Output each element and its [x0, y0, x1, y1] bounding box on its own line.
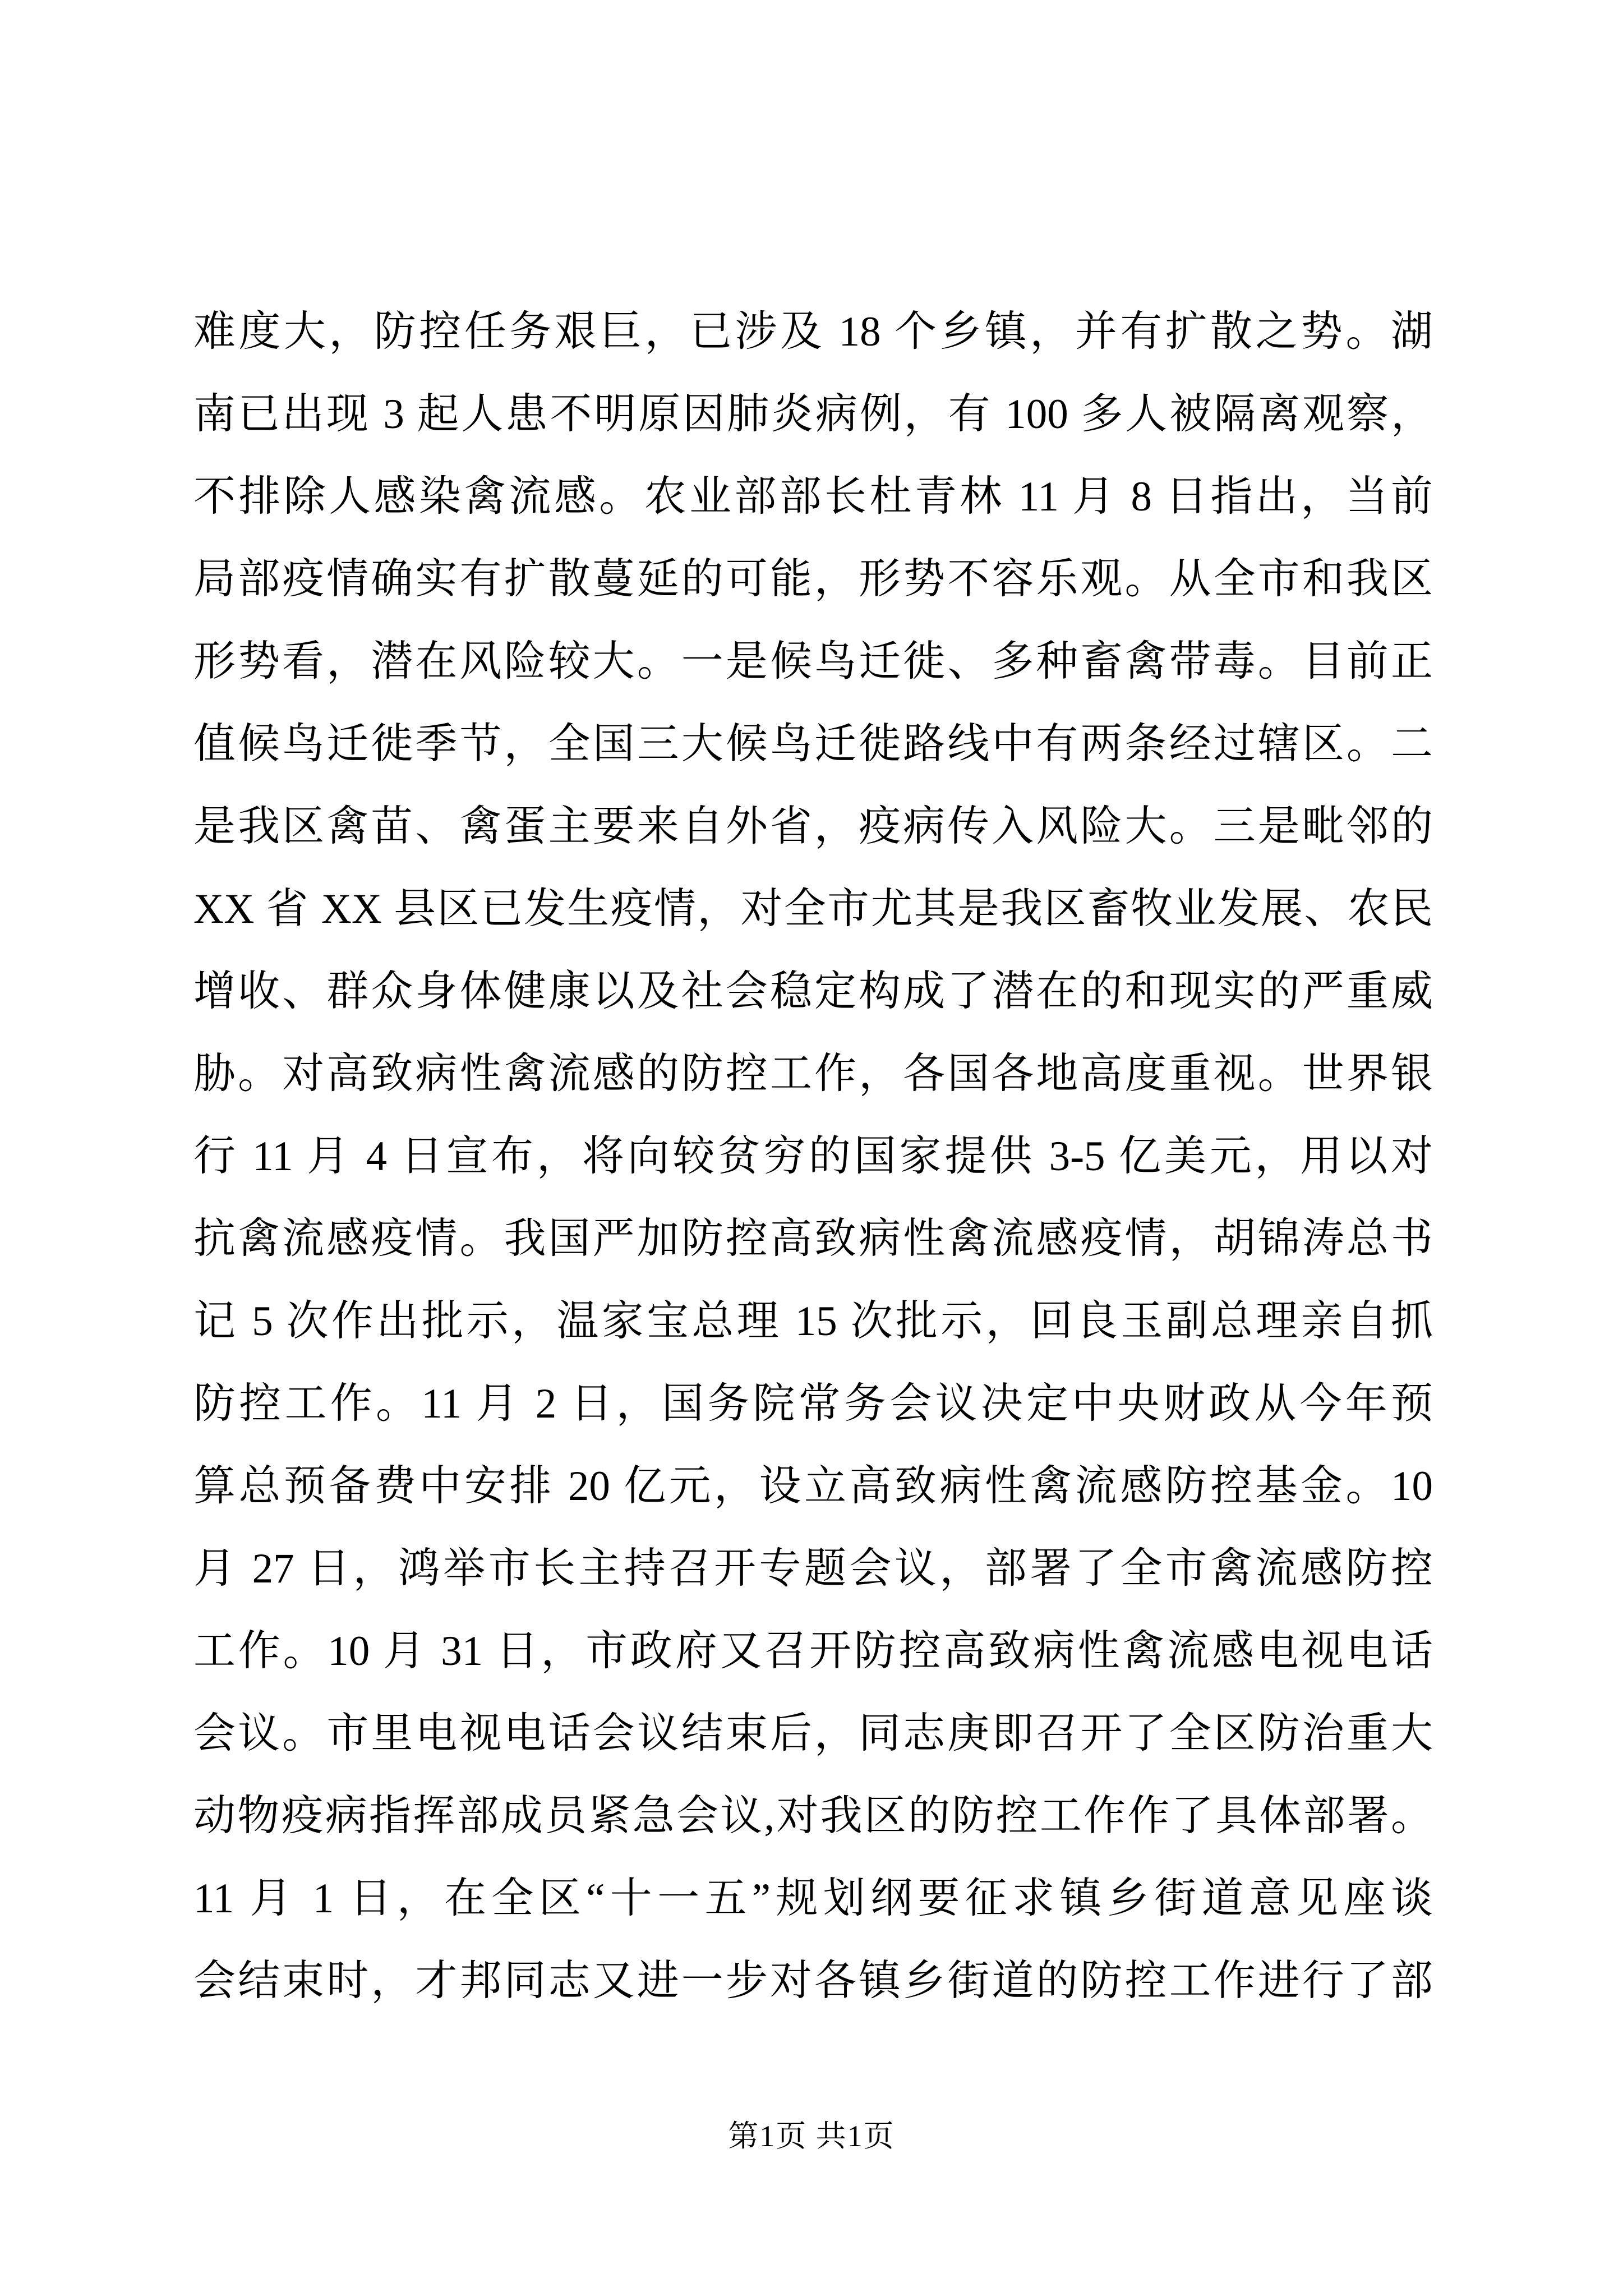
paragraph-line: 工作。10 月 31 日，市政府又召开防控高致病性禽流感电视电话 — [193, 1628, 1433, 1674]
paragraph-line: 值候鸟迁徙季节，全国三大候鸟迁徙路线中有两条经过辖区。二 — [193, 721, 1433, 767]
paragraph-line: 记 5 次作出批示，温家宝总理 15 次批示，回良玉副总理亲自抓 — [193, 1298, 1433, 1345]
body-paragraph — [193, 291, 1433, 2022]
paragraph-line: 是我区禽苗、禽蛋主要来自外省，疫病传入风险大。三是毗邻的 — [193, 803, 1433, 850]
paragraph-line: 南已出现 3 起人患不明原因肺炎病例，有 100 多人被隔离观察， — [193, 391, 1433, 438]
paragraph-line: 难度大，防控任务艰巨，已涉及 18 个乡镇，并有扩散之势。湖 — [193, 309, 1433, 355]
page-footer — [0, 2118, 1623, 2154]
page-number-indicator: 第1页 共1页 — [728, 2119, 895, 2153]
paragraph-line: 月 27 日，鸿举市长主持召开专题会议，部署了全市禽流感防控 — [193, 1545, 1433, 1592]
paragraph-line: 增收、群众身体健康以及社会稳定构成了潜在的和现实的严重威 — [193, 968, 1433, 1015]
paragraph-line: 抗禽流感疫情。我国严加防控高致病性禽流感疫情，胡锦涛总书 — [193, 1216, 1433, 1262]
paragraph-line: 会议。市里电视电话会议结束后，同志庚即召开了全区防治重大 — [193, 1710, 1433, 1757]
paragraph-line: 胁。对高致病性禽流感的防控工作，各国各地高度重视。世界银 — [193, 1051, 1433, 1097]
paragraph-line: 不排除人感染禽流感。农业部部长杜青林 11 月 8 日指出，当前 — [193, 473, 1433, 520]
paragraph-line: 形势看，潜在风险较大。一是候鸟迁徙、多种畜禽带毒。目前正 — [193, 638, 1433, 685]
paragraph-line: 行 11 月 4 日宣布，将向较贫穷的国家提供 3-5 亿美元，用以对 — [193, 1133, 1433, 1180]
paragraph-line: 会结束时，才邦同志又进一步对各镇乡街道的防控工作进行了部 — [193, 1958, 1433, 2004]
paragraph-line: 防控工作。11 月 2 日，国务院常务会议决定中央财政从今年预 — [193, 1381, 1433, 1427]
paragraph-line: 局部疫情确实有扩散蔓延的可能，形势不容乐观。从全市和我区 — [193, 556, 1433, 602]
paragraph-line: XX 省 XX 县区已发生疫情，对全市尤其是我区畜牧业发展、农民 — [193, 886, 1433, 932]
paragraph-line: 算总预备费中安排 20 亿元，设立高致病性禽流感防控基金。10 — [193, 1463, 1433, 1510]
paragraph-line: 11 月 1 日，在全区“十一五”规划纲要征求镇乡街道意见座谈 — [193, 1875, 1433, 1922]
paragraph-line: 动物疫病指挥部成员紧急会议,对我区的防控工作作了具体部署。 — [193, 1793, 1433, 1839]
